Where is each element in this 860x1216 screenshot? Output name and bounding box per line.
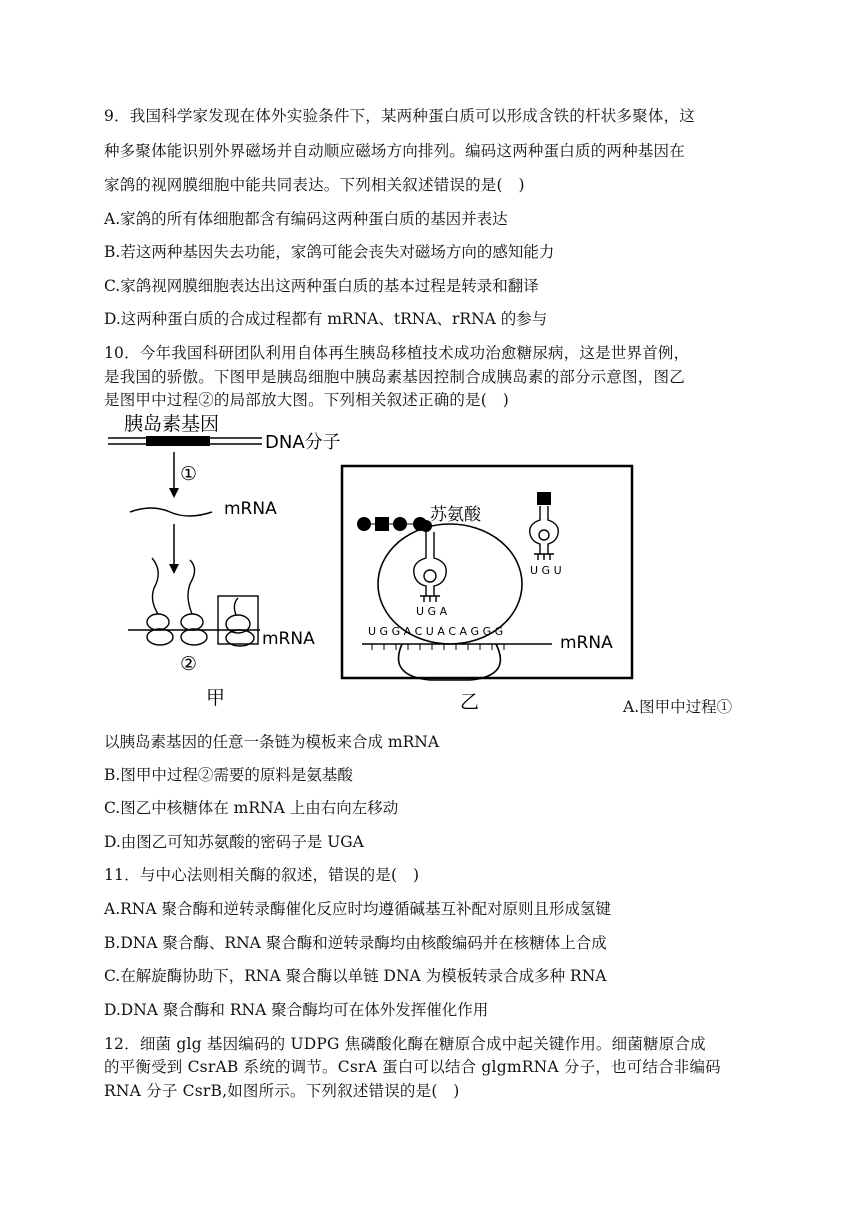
mrna-label-b: mRNA bbox=[560, 633, 613, 653]
q9-option-c: C.家鸽视网膜细胞表达出这两种蛋白质的基本过程是转录和翻译 bbox=[104, 277, 539, 295]
step2-label: ② bbox=[180, 653, 198, 675]
q10-stem-line2: 是我国的骄傲。下图甲是胰岛细胞中胰岛素基因控制合成胰岛素的部分示意图，图乙 bbox=[104, 368, 685, 386]
ribosome-2 bbox=[181, 560, 207, 645]
gene-label: 胰岛素基因 bbox=[124, 413, 220, 435]
q9-option-b: B.若这两种基因失去功能，家鸽可能会丧失对磁场方向的感知能力 bbox=[104, 243, 555, 261]
q10-option-b: B.图甲中过程②需要的原料是氨基酸 bbox=[104, 766, 353, 784]
q11-option-d: D.DNA 聚合酶和 RNA 聚合酶均可在体外发挥催化作用 bbox=[104, 1001, 489, 1019]
trna-2 bbox=[530, 506, 559, 560]
ribosome-small-subunit bbox=[399, 644, 501, 680]
mrna-sequence: U G G A C U A C A G G G bbox=[368, 625, 504, 638]
q11-option-a: A.RNA 聚合酶和逆转录酶催化反应时均遵循碱基互补配对原则且形成氢键 bbox=[104, 900, 611, 918]
q9-stem-line1: 9．我国科学家发现在体外实验条件下，某两种蛋白质可以形成含铁的杆状多聚体，这 bbox=[104, 107, 695, 125]
mrna-label-bottom: mRNA bbox=[262, 629, 315, 649]
q10-option-a-part2: 以胰岛素基因的任意一条链为模板来合成 mRNA bbox=[104, 733, 440, 751]
peptide-chain bbox=[357, 517, 432, 532]
trna-1-anticodon: U G A bbox=[416, 605, 448, 618]
trna-2-amino-acid bbox=[537, 492, 551, 505]
q11-option-c: C.在解旋酶协助下，RNA 聚合酶以单链 DNA 为模板转录合成多种 RNA bbox=[104, 967, 607, 985]
q9-stem-line2: 种多聚体能识别外界磁场并自动顺应磁场方向排列。编码这两种蛋白质的两种基因在 bbox=[104, 142, 685, 160]
q10-figure bbox=[100, 408, 640, 718]
dna-label: DNA分子 bbox=[265, 432, 341, 453]
q9-option-d: D.这两种蛋白质的合成过程都有 mRNA、tRNA、rRNA 的参与 bbox=[104, 310, 548, 328]
q12-stem-line2: 的平衡受到 CsrAB 系统的调节。CsrA 蛋白可以结合 glgmRNA 分子，也可结合非编码 bbox=[104, 1058, 721, 1076]
step1-label: ① bbox=[180, 463, 198, 485]
q9-option-a: A.家鸽的所有体细胞都含有编码这两种蛋白质的基因并表达 bbox=[104, 210, 508, 228]
gene-segment bbox=[146, 436, 210, 446]
ribosome-1 bbox=[147, 558, 173, 645]
q10-stem-line1: 10．今年我国科研团队利用自体再生胰岛移植技术成功治愈糖尿病，这是世界首例， bbox=[104, 344, 690, 362]
panel-a-label: 甲 bbox=[206, 687, 226, 709]
panel-b-label: 乙 bbox=[460, 691, 480, 713]
ribosome-3 bbox=[226, 598, 254, 646]
mrna-strand-top bbox=[130, 508, 212, 516]
q12-stem-line1: 12．细菌 glg 基因编码的 UDPG 焦磷酸化酶在糖原合成中起关键作用。细菌糖原合成 bbox=[104, 1035, 706, 1053]
q10-option-c: C.图乙中核糖体在 mRNA 上由右向左移动 bbox=[104, 799, 399, 817]
q12-stem-line3: RNA 分子 CsrB,如图所示。下列叙述错误的是( ) bbox=[104, 1082, 460, 1100]
amino-acid-label: 苏氨酸 bbox=[430, 505, 481, 525]
q10-option-d: D.由图乙可知苏氨酸的密码子是 UGA bbox=[104, 833, 364, 851]
q11-option-b: B.DNA 聚合酶、RNA 聚合酶和逆转录酶均由核酸编码并在核糖体上合成 bbox=[104, 934, 607, 952]
trna-2-anticodon: U G U bbox=[530, 564, 562, 577]
q10-stem-line3: 是图甲中过程②的局部放大图。下列相关叙述正确的是( ) bbox=[104, 391, 509, 409]
trna-1 bbox=[414, 532, 447, 602]
mrna-label-top: mRNA bbox=[224, 499, 277, 519]
q10-option-a-part1: A.图甲中过程① bbox=[623, 698, 733, 716]
q11-stem: 11．与中心法则相关酶的叙述，错误的是( ) bbox=[104, 866, 420, 884]
q9-stem-line3: 家鸽的视网膜细胞中能共同表达。下列相关叙述错误的是( ) bbox=[104, 176, 525, 194]
zoom-box bbox=[218, 596, 258, 644]
